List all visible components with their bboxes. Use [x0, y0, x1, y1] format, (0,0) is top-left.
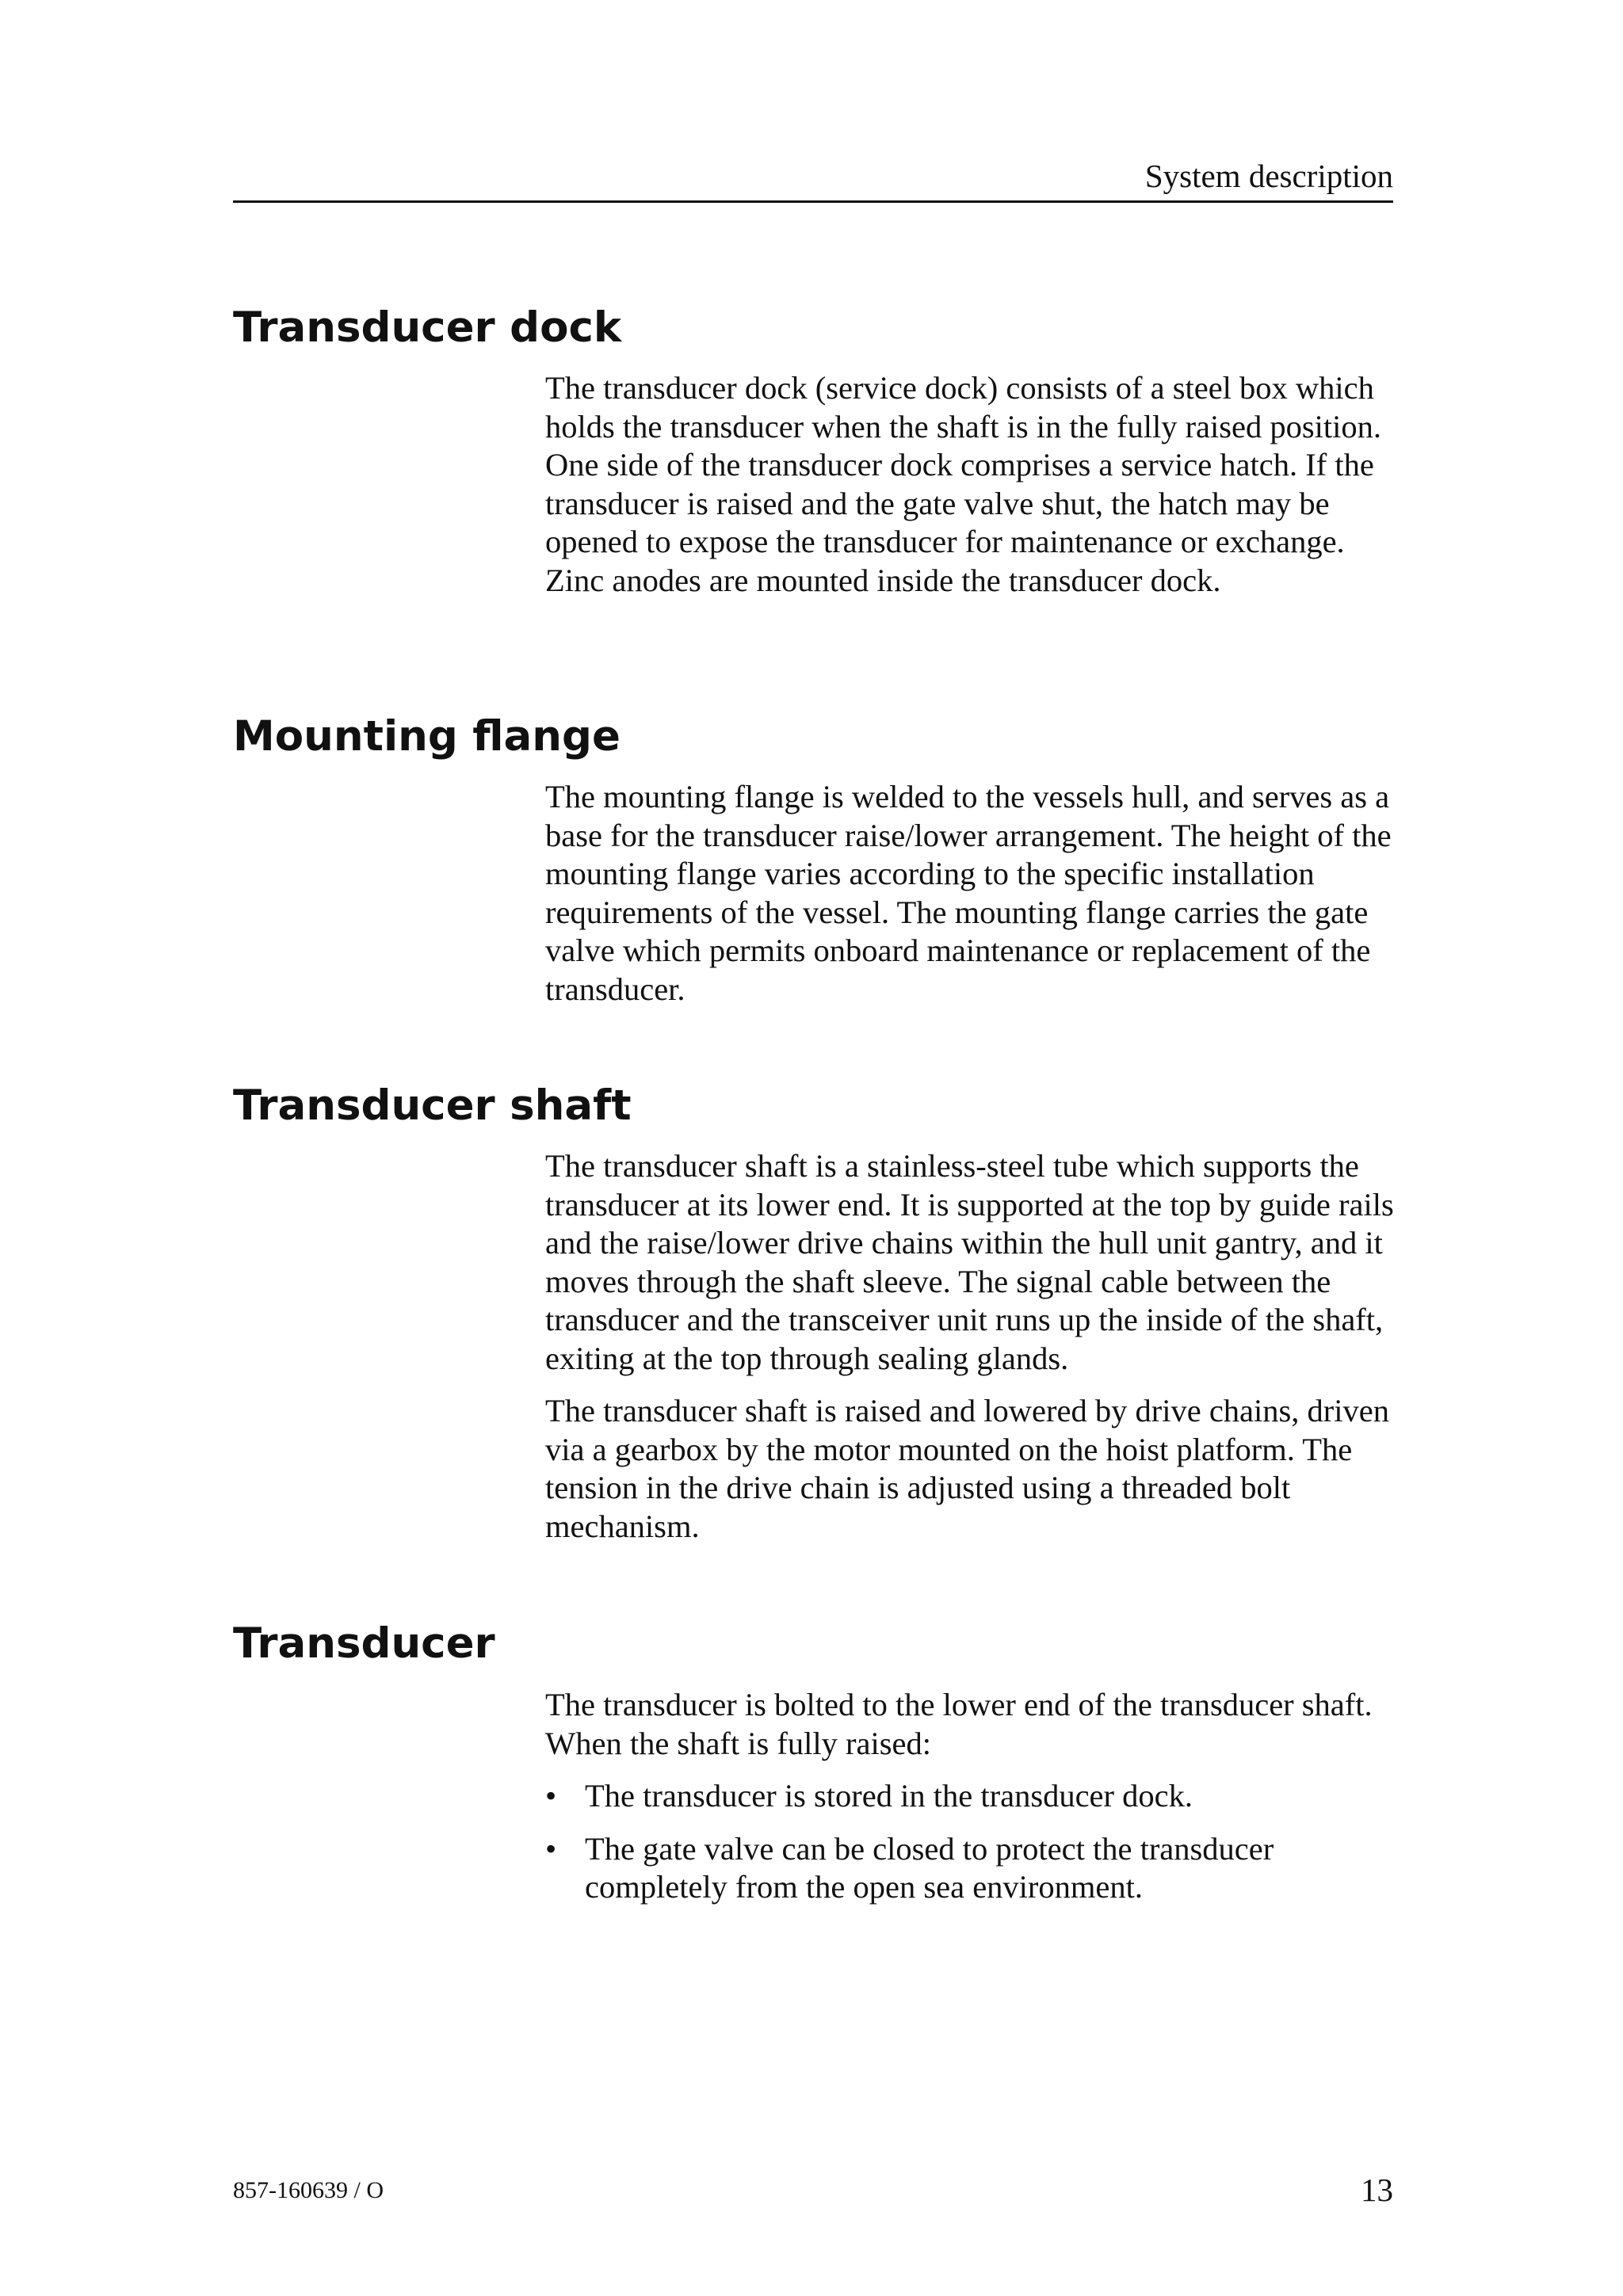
heading-transducer-dock: Transducer dock: [233, 303, 622, 352]
heading-transducer: Transducer: [233, 1619, 495, 1668]
list-item-text: The gate valve can be closed to protect the transducer completely from the open sea environment.: [585, 1830, 1274, 1905]
section-mounting-flange-body: [545, 778, 1405, 1009]
running-header-title: System description: [1144, 158, 1393, 194]
paragraph: The transducer shaft is raised and lowered by drive chains, driven via a gearbox by the motor mounted on the hoist platform. The tension in the drive chain is adjusted using a threaded bolt mechanism.: [545, 1393, 1390, 1544]
list-item: [545, 1777, 1405, 1816]
heading-transducer-shaft: Transducer shaft: [233, 1081, 632, 1130]
paragraph: The transducer shaft is a stainless-steel tube which supports the transducer at its lower end. It is supported at the top by guide rails and the raise/lower drive chains within the hull unit gantry, and it moves through the shaft sleeve. The signal cable between the transducer and the transceiver unit runs up the inside of the shaft, exiting at the top through sealing glands.: [545, 1148, 1394, 1376]
bullet-icon: •: [545, 1778, 557, 1814]
paragraph: The transducer is bolted to the lower end of the transducer shaft. When the shaft is fully raised:: [545, 1687, 1373, 1761]
list-item: [545, 1830, 1405, 1907]
section-transducer-shaft-body: [545, 1147, 1405, 1546]
bullet-icon: •: [545, 1830, 557, 1867]
bullet-list: [545, 1777, 1405, 1907]
header-rule: [233, 200, 1393, 203]
paragraph: The transducer dock (service dock) consists of a steel box which holds the transducer when the shaft is in the fully raised position. One side of the transducer dock comprises a service hatch. If the transducer is raised and the gate valve shut, the hatch may be opened to expose the transducer for maintenance or exchange. Zinc anodes are mounted inside the transducer dock.: [545, 370, 1382, 598]
footer-document-number: 857-160639 / O: [233, 2177, 384, 2203]
footer-page-number: 13: [1361, 2172, 1393, 2208]
list-item-text: The transducer is stored in the transducer dock.: [585, 1778, 1193, 1814]
section-transducer-body: [545, 1686, 1405, 1907]
heading-mounting-flange: Mounting flange: [233, 712, 621, 761]
paragraph: The mounting flange is welded to the vessels hull, and serves as a base for the transducer raise/lower arrangement. The height of the mounting flange varies according to the specific installation requirements of the vessel. The mounting flange carries the gate valve which permits onboard maintenance or replacement of the transducer.: [545, 779, 1392, 1007]
section-transducer-dock-body: [545, 369, 1405, 600]
